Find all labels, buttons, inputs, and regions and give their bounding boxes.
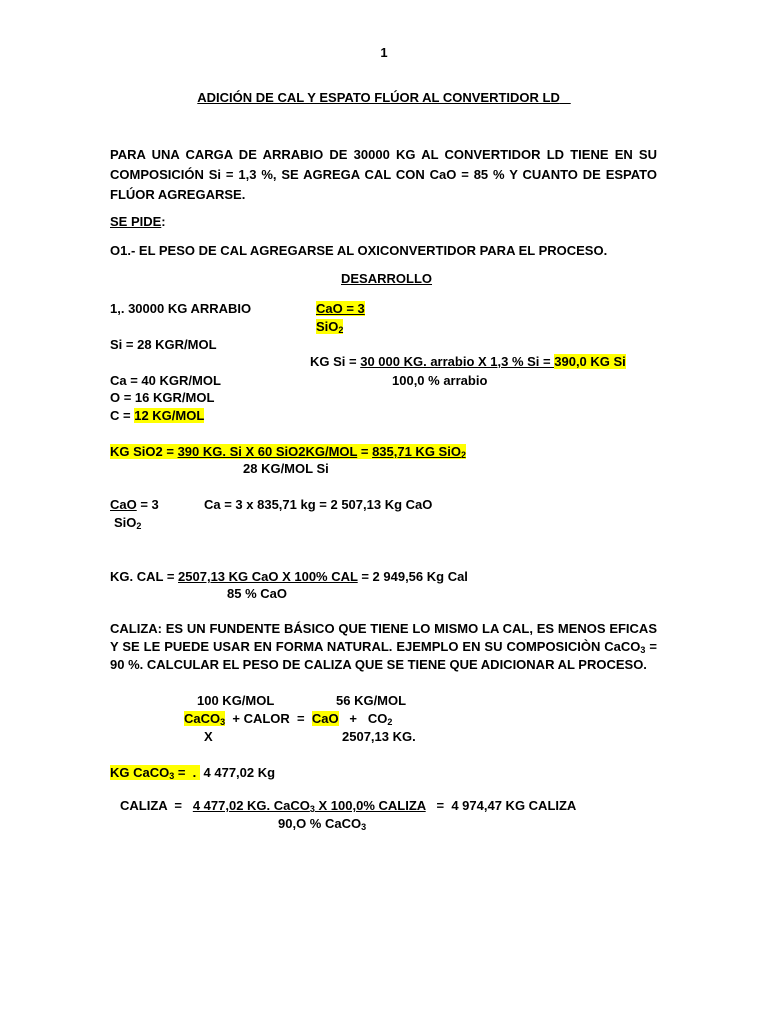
o-line: O = 16 KGR/MOL (110, 390, 215, 405)
kg-si-line (310, 353, 626, 370)
kg-sio2-lead: KG SiO2 = (110, 444, 178, 459)
reaction-caco-sub: 3 (220, 717, 226, 727)
reaction-x: X (204, 729, 213, 744)
ca-calc-line: Ca = 3 x 835,71 kg = 2 507,13 Kg CaO (204, 497, 433, 512)
kg-sio2-result: 835,71 KG SiO (372, 444, 461, 459)
page-title (0, 89, 768, 106)
reaction-plus-calor: + CALOR = (225, 711, 312, 726)
caliza-calc-denominator (278, 815, 366, 832)
kg-caco3-eq: = . (174, 765, 200, 780)
ca-line: Ca = 40 KGR/MOL (110, 373, 221, 388)
reaction-equation (184, 710, 392, 727)
kg-si-prefix: KG Si = (310, 354, 361, 369)
se-pide-text: SE PIDE (110, 214, 162, 229)
kg-sio2-expr: 390 KG. Si X 60 SiO2KG/MOL (177, 444, 358, 459)
kg-cal-prefix: KG. CAL = (110, 569, 179, 584)
cao-ratio-den (114, 514, 141, 531)
title-text: ADICIÓN DE CAL Y ESPATO FLÚOR AL CONVERTIDOR LD (197, 90, 560, 105)
ratio-den-text: SiO (316, 319, 339, 334)
question-text: O1.- EL PESO DE CAL AGREGARSE AL OXICONVERTIDOR PARA EL PROCESO. (110, 243, 608, 258)
kg-caco3-value: 4 477,02 Kg (199, 765, 276, 780)
cao-ratio-num-text: CaO (110, 497, 137, 512)
kg-sio2-sub: 2 (460, 450, 466, 460)
caliza-text-sub: 3 (640, 645, 646, 655)
kg-cal-denominator: 85 % CaO (227, 586, 287, 601)
kg-caco3-line (110, 764, 275, 781)
reaction-plus-co: + CO (338, 711, 388, 726)
intro-paragraph: PARA UNA CARGA DE ARRABIO DE 30000 KG AL CONVERTIDOR LD TIENE EN SU COMPOSICIÓN Si = 1,3 %, SE AGREGA CAL CON CaO = 85 % Y CUANTO DE ESPATO FLÚOR AGREGARSE. (110, 147, 657, 202)
kg-si-denominator: 100,0 % arrabio (392, 373, 488, 388)
caliza-calc-line (120, 797, 576, 814)
caliza-calc-result: = 4 974,47 KG CALIZA (425, 798, 577, 813)
caliza-den-text: 90,O % CaCO (278, 816, 362, 831)
ratio-num-text: CaO = 3 (316, 301, 365, 316)
caliza-text-2: = 90 %. CALCULAR EL PESO DE CALIZA QUE SE TIENE QUE ADICIONAR AL PROCESO. (110, 639, 657, 672)
kg-cal-expr: 2507,13 KG CaO X 100% CAL (178, 569, 358, 584)
desarrollo-heading: DESARROLLO (341, 271, 432, 286)
cao-ratio-den-sub: 2 (136, 521, 142, 531)
kg-cal-result: = 2 949,56 Kg Cal (357, 569, 468, 584)
c-line (110, 407, 204, 424)
reaction-cao: CaO (311, 711, 339, 726)
reaction-mw1: 100 KG/MOL (197, 693, 275, 708)
ratio-denominator (316, 318, 343, 335)
se-pide-colon: : (161, 214, 166, 229)
kg-caco3-label: KG CaCO (110, 765, 170, 780)
se-pide-label (110, 213, 166, 230)
caliza-calc-expr2: X 100,0% CALIZA (314, 798, 426, 813)
title-underline-tail (560, 90, 571, 105)
kg-si-expr: 30 000 KG. arrabio X 1,3 % Si = (360, 354, 555, 369)
c-prefix: C = (110, 408, 135, 423)
ratio-numerator (316, 300, 365, 317)
arrabio-line: 1,. 30000 KG ARRABIO (110, 301, 252, 316)
reaction-co-sub: 2 (387, 717, 393, 727)
c-value: 12 KG/MOL (134, 408, 205, 423)
ratio-den-sub: 2 (338, 325, 344, 335)
caliza-text-1: CALIZA: ES UN FUNDENTE BÁSICO QUE TIENE LO MISMO LA CAL, ES MENOS EFICAS Y SE LE PUEDE USAR EN FORMA NATURAL. EJEMPLO EN SU COMPOSICIÒN CaCO (110, 621, 657, 654)
cao-ratio-num (110, 496, 159, 513)
reaction-caco-text: CaCO (184, 711, 221, 726)
kg-sio2-line (110, 443, 466, 460)
kg-sio2-mid: = (357, 444, 373, 459)
cao-ratio-den-text: SiO (114, 515, 137, 530)
kg-si-result: 390,0 KG Si (554, 354, 626, 369)
cao-ratio-eq: = 3 (136, 497, 159, 512)
kg-cal-line (110, 568, 468, 585)
kg-caco3-sub: 3 (169, 771, 175, 781)
reaction-mw2: 56 KG/MOL (336, 693, 407, 708)
si-line: Si = 28 KGR/MOL (110, 337, 217, 352)
reaction-kg: 2507,13 KG. (342, 729, 416, 744)
caliza-paragraph (110, 620, 657, 674)
caliza-calc-prefix: CALIZA = (120, 798, 193, 813)
page-number: 1 (380, 45, 388, 60)
caliza-den-sub: 3 (361, 822, 367, 832)
caliza-calc-expr: 4 477,02 KG. CaCO (192, 798, 310, 813)
caliza-calc-sub: 3 (309, 804, 315, 814)
kg-sio2-denominator: 28 KG/MOL Si (243, 461, 329, 476)
